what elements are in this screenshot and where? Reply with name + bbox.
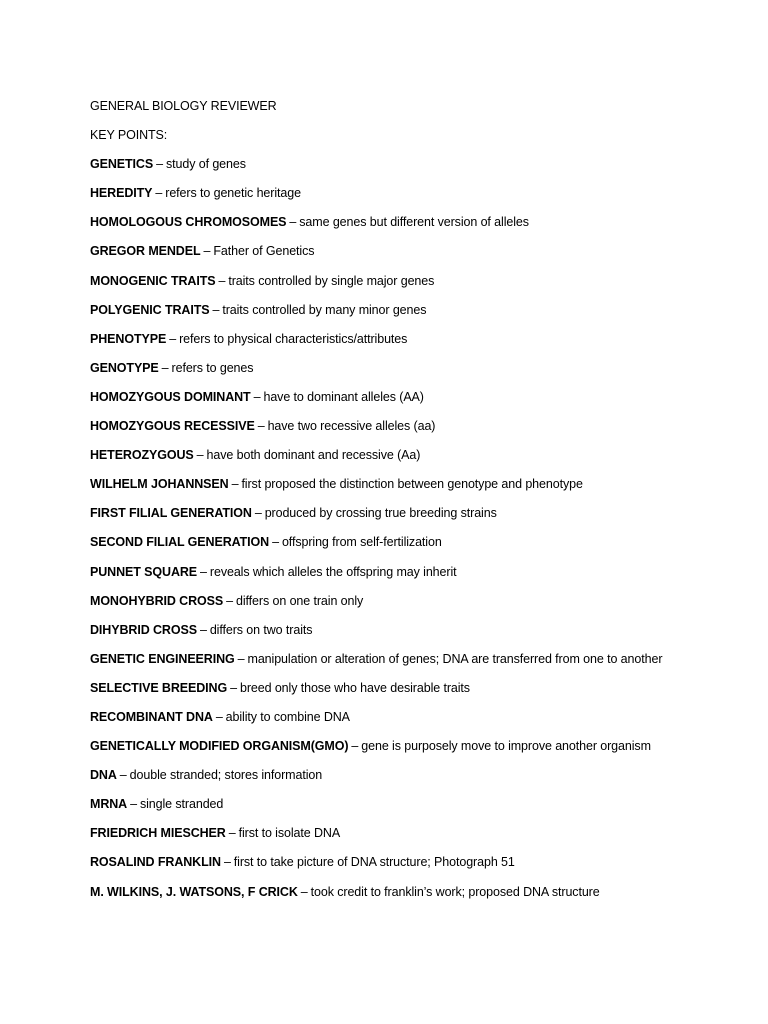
entry-line bbox=[90, 383, 748, 412]
entry-separator: – bbox=[156, 157, 163, 172]
entry-line bbox=[90, 499, 748, 528]
entry-definition: first proposed the distinction between genotype and phenotype bbox=[241, 477, 583, 492]
entry-term: FRIEDRICH MIESCHER bbox=[90, 826, 226, 841]
entry-definition: study of genes bbox=[165, 157, 246, 172]
entry-term: HEREDITY bbox=[90, 186, 153, 201]
entry-definition: have to dominant alleles (AA) bbox=[263, 389, 424, 404]
entries-list bbox=[90, 150, 748, 906]
entry-definition: ability to combine DNA bbox=[225, 709, 350, 724]
entry-definition: traits controlled by many minor genes bbox=[222, 302, 427, 317]
entry-definition: produced by crossing true breeding strains bbox=[264, 506, 497, 521]
entry-line bbox=[90, 237, 748, 266]
entry-term: DNA bbox=[90, 768, 117, 783]
entry-line bbox=[90, 412, 748, 441]
entry-line bbox=[90, 878, 748, 907]
entry-line bbox=[90, 267, 748, 296]
entry-term: ROSALIND FRANKLIN bbox=[90, 855, 221, 870]
entry-line bbox=[90, 354, 748, 383]
entry-term: MONOHYBRID CROSS bbox=[90, 593, 224, 608]
entry-line bbox=[90, 325, 748, 354]
entry-definition: have two recessive alleles (aa) bbox=[267, 419, 436, 434]
entry-separator: – bbox=[215, 709, 223, 724]
entry-term: RECOMBINANT DNA bbox=[90, 709, 213, 724]
entry-term: GENETICS bbox=[90, 157, 154, 172]
entry-separator: – bbox=[155, 186, 163, 201]
entry-term: DIHYBRID CROSS bbox=[90, 622, 197, 637]
entry-line bbox=[90, 528, 748, 557]
entry-line bbox=[90, 761, 748, 790]
entry-line bbox=[90, 616, 748, 645]
entry-definition: offspring from self-fertilization bbox=[281, 535, 442, 550]
entry-definition: same genes but different version of alleles bbox=[299, 215, 529, 230]
entry-definition: took credit to franklin’s work; proposed DNA structure bbox=[310, 884, 600, 899]
entry-term: PHENOTYPE bbox=[90, 331, 167, 346]
entry-term: GENOTYPE bbox=[90, 360, 159, 375]
entry-term: MONOGENIC TRAITS bbox=[90, 273, 216, 288]
entry-definition: refers to genes bbox=[171, 360, 254, 375]
entry-separator: – bbox=[254, 506, 262, 521]
entry-line bbox=[90, 790, 748, 819]
entry-definition: Father of Genetics bbox=[213, 244, 315, 259]
entry-term: POLYGENIC TRAITS bbox=[90, 302, 210, 317]
entry-separator: – bbox=[351, 739, 359, 754]
entry-separator: – bbox=[223, 855, 231, 870]
entry-definition: refers to genetic heritage bbox=[165, 186, 301, 201]
entry-separator: – bbox=[212, 302, 220, 317]
entry-line bbox=[90, 179, 748, 208]
entry-line bbox=[90, 441, 748, 470]
entry-line bbox=[90, 558, 748, 587]
entry-separator: – bbox=[196, 448, 204, 463]
document-title: GENERAL BIOLOGY REVIEWER bbox=[90, 99, 277, 113]
entry-definition: double stranded; stores information bbox=[129, 768, 323, 783]
entry-separator: – bbox=[228, 826, 236, 841]
entry-line bbox=[90, 819, 748, 848]
section-heading: KEY POINTS: bbox=[90, 128, 168, 143]
entry-term: HOMOZYGOUS DOMINANT bbox=[90, 389, 251, 404]
entry-term: HOMOZYGOUS RECESSIVE bbox=[90, 419, 255, 434]
entry-term: HOMOLOGOUS CHROMOSOMES bbox=[90, 215, 287, 230]
entry-line bbox=[90, 208, 748, 237]
entry-line bbox=[90, 296, 748, 325]
entry-line bbox=[90, 150, 748, 179]
entry-separator: – bbox=[253, 389, 261, 404]
entry-definition: refers to physical characteristics/attributes bbox=[179, 331, 408, 346]
entry-term: SECOND FILIAL GENERATION bbox=[90, 535, 270, 550]
entry-line bbox=[90, 703, 748, 732]
entry-separator: – bbox=[272, 535, 279, 550]
entry-separator: – bbox=[199, 622, 207, 637]
entry-separator: – bbox=[230, 680, 237, 695]
entry-definition: manipulation or alteration of genes; DNA are transferred from one to another bbox=[247, 651, 663, 666]
entry-separator: – bbox=[218, 273, 226, 288]
entry-definition: differs on one train only bbox=[236, 593, 364, 608]
entry-term: GENETICALLY MODIFIED ORGANISM(GMO) bbox=[90, 739, 349, 754]
entry-separator: – bbox=[203, 244, 211, 259]
entry-line bbox=[90, 732, 748, 761]
entry-term: GENETIC ENGINEERING bbox=[90, 651, 235, 666]
entry-separator: – bbox=[130, 797, 137, 812]
entry-term: MRNA bbox=[90, 797, 128, 812]
entry-term: M. WILKINS, J. WATSONS, F CRICK bbox=[90, 884, 298, 899]
entry-definition: have both dominant and recessive (Aa) bbox=[206, 448, 421, 463]
entry-term: FIRST FILIAL GENERATION bbox=[90, 506, 252, 521]
entry-line bbox=[90, 470, 748, 499]
entry-line bbox=[90, 587, 748, 616]
entry-line bbox=[90, 645, 748, 674]
entry-line bbox=[90, 848, 748, 877]
entry-separator: – bbox=[226, 593, 233, 608]
entry-term: SELECTIVE BREEDING bbox=[90, 680, 228, 695]
entry-definition: single stranded bbox=[139, 797, 224, 812]
entry-separator: – bbox=[300, 884, 308, 899]
entry-definition: gene is purposely move to improve another organism bbox=[361, 739, 651, 754]
entry-definition: reveals which alleles the offspring may inherit bbox=[209, 564, 457, 579]
entry-separator: – bbox=[169, 331, 177, 346]
entry-definition: first to take picture of DNA structure; Photograph 51 bbox=[233, 855, 515, 870]
entry-definition: differs on two traits bbox=[209, 622, 313, 637]
entry-separator: – bbox=[200, 564, 207, 579]
entry-definition: breed only those who have desirable traits bbox=[239, 680, 470, 695]
entry-separator: – bbox=[231, 477, 239, 492]
entry-separator: – bbox=[289, 215, 297, 230]
entry-separator: – bbox=[161, 360, 169, 375]
entry-term: WILHELM JOHANNSEN bbox=[90, 477, 229, 492]
entry-term: HETEROZYGOUS bbox=[90, 448, 194, 463]
entry-line bbox=[90, 674, 748, 703]
entry-separator: – bbox=[119, 768, 127, 783]
entry-definition: first to isolate DNA bbox=[238, 826, 341, 841]
entry-definition: traits controlled by single major genes bbox=[228, 273, 435, 288]
entry-separator: – bbox=[257, 419, 265, 434]
entry-term: PUNNET SQUARE bbox=[90, 564, 198, 579]
entry-separator: – bbox=[237, 651, 245, 666]
entry-term: GREGOR MENDEL bbox=[90, 244, 201, 259]
